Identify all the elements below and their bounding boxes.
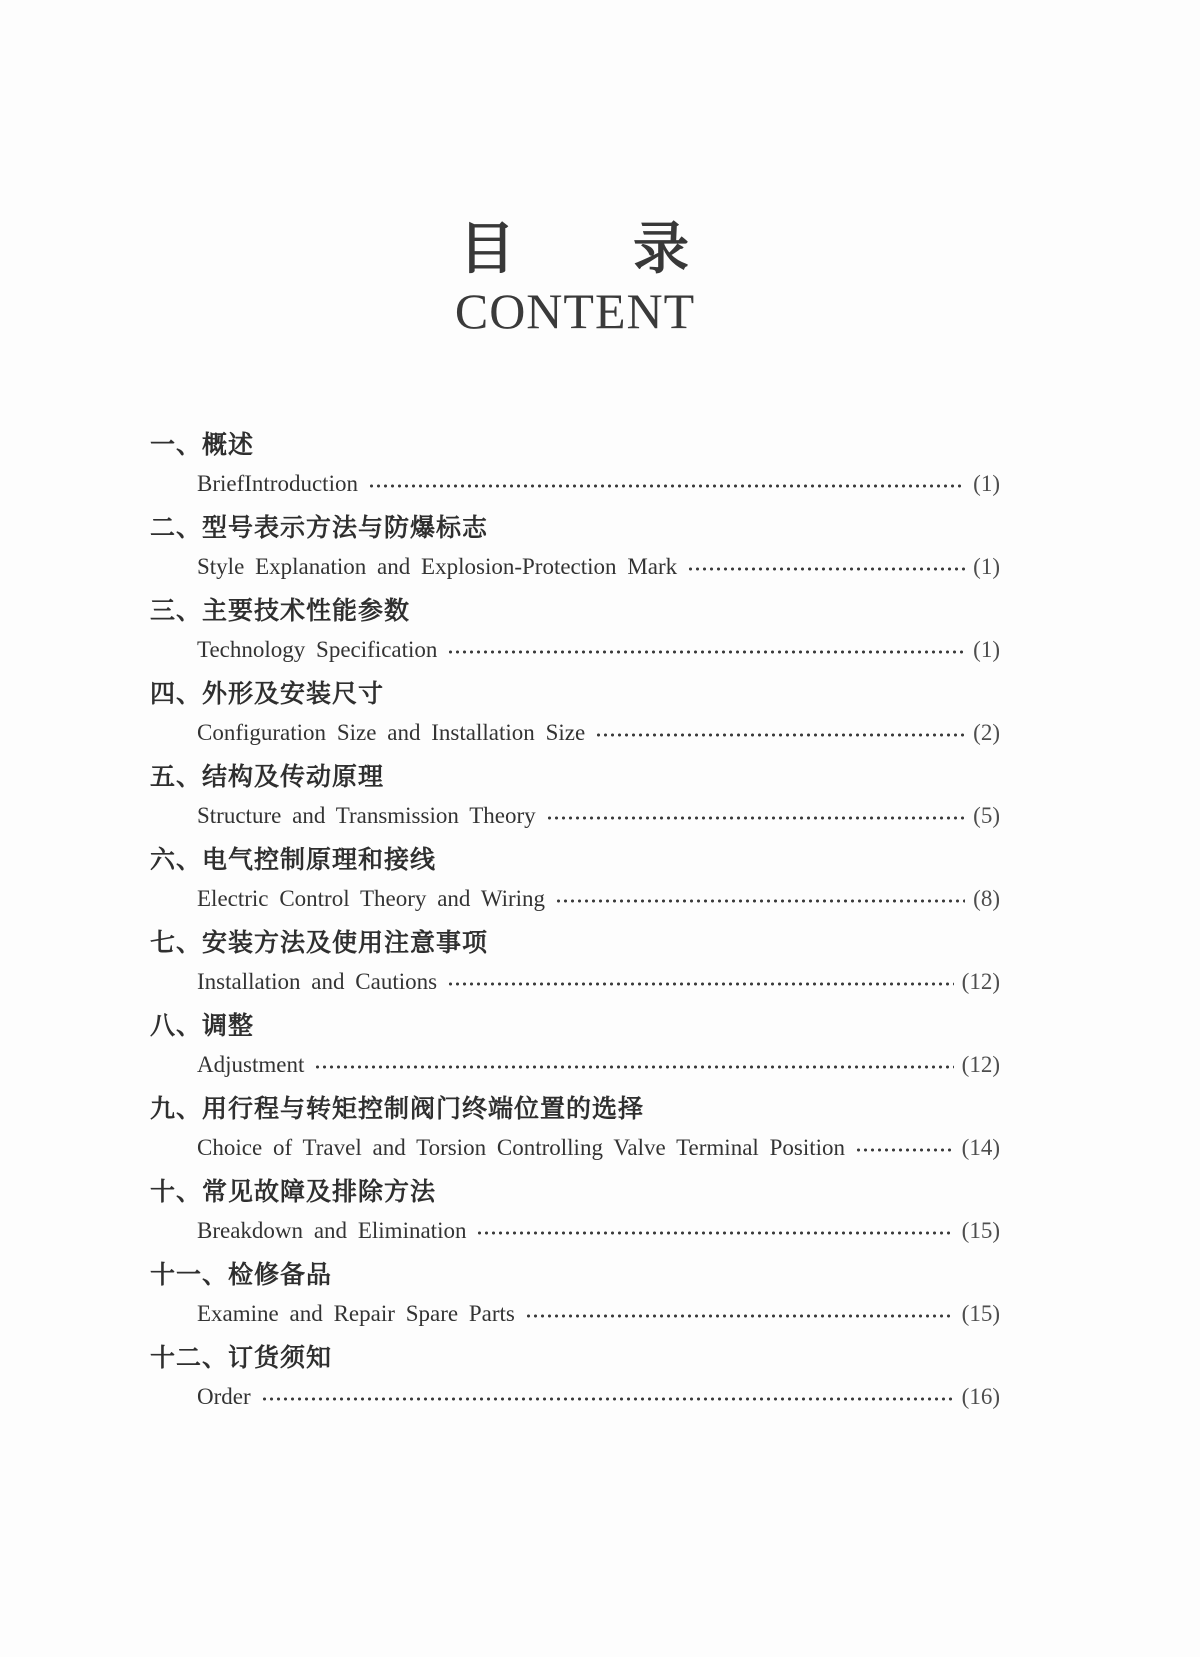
toc-entry-heading-cn: 九、用行程与转矩控制阀门终端位置的选择 (150, 1094, 645, 1123)
toc-entry-heading-cn: 七、安装方法及使用注意事项 (150, 928, 489, 957)
toc-entry-title-en: Choice of Travel and Torsion Controlling Valve Terminal Position (197, 1135, 846, 1160)
toc-entry (150, 505, 1000, 588)
dot-leader (476, 1231, 953, 1235)
toc-entry-title-en: Configuration Size and Installation Size (197, 720, 586, 745)
toc-entry-heading-line (150, 1003, 1000, 1044)
toc-entry-title-en: Examine and Repair Spare Parts (197, 1301, 515, 1326)
title-english: CONTENT (454, 283, 696, 339)
dot-leader (525, 1314, 954, 1318)
toc-entry-title-en: Electric Control Theory and Wiring (197, 886, 546, 911)
toc-entry-page-number: (16) (961, 1384, 1000, 1409)
toc-entry-subtitle-line (150, 546, 1000, 588)
dot-leader (447, 650, 965, 654)
toc-entry-heading-line (150, 1169, 1000, 1210)
toc-list (150, 422, 1000, 1418)
toc-entry-heading-cn: 十、常见故障及排除方法 (150, 1177, 437, 1206)
dot-leader (546, 816, 966, 820)
toc-entry (150, 1086, 1000, 1169)
toc-entry-heading-line (150, 505, 1000, 546)
toc-entry-heading-line (150, 837, 1000, 878)
toc-entry (150, 1335, 1000, 1418)
toc-entry-subtitle-line (150, 629, 1000, 671)
toc-entry-title-en: Adjustment (197, 1052, 305, 1077)
toc-entry-title-en: Installation and Cautions (197, 969, 438, 994)
title-chinese: 目 录 (459, 219, 691, 281)
toc-entry-heading-cn: 十二、订货须知 (150, 1343, 333, 1372)
toc-entry-subtitle-line (150, 961, 1000, 1003)
toc-entry (150, 1003, 1000, 1086)
toc-entry-subtitle-line (150, 1127, 1000, 1169)
toc-entry-page-number: (12) (961, 1052, 1000, 1077)
toc-entry-heading-cn: 五、结构及传动原理 (150, 762, 385, 791)
toc-entry-title-en: Technology Specification (197, 637, 438, 662)
toc-entry-heading-cn: 二、型号表示方法与防爆标志 (150, 513, 489, 542)
toc-entry-title-en: Style Explanation and Explosion-Protection Mark (197, 554, 678, 579)
toc-entry-heading-cn: 一、概述 (150, 430, 255, 459)
dot-leader (447, 982, 954, 986)
toc-entry-page-number: (12) (961, 969, 1000, 994)
toc-entry (150, 920, 1000, 1003)
toc-entry (150, 837, 1000, 920)
dot-leader (855, 1148, 954, 1152)
toc-entry-heading-cn: 十一、检修备品 (150, 1260, 333, 1289)
toc-entry-heading-line (150, 1086, 1000, 1127)
dot-leader (314, 1065, 953, 1069)
toc-entry-page-number: (1) (973, 637, 1000, 662)
toc-entry-heading-line (150, 1335, 1000, 1376)
toc-entry-heading-line (150, 422, 1000, 463)
toc-entry-subtitle-line (150, 463, 1000, 505)
toc-entry-page-number: (8) (973, 886, 1000, 911)
toc-entry-subtitle-line (150, 1210, 1000, 1252)
dot-leader (368, 484, 965, 488)
toc-entry-heading-line (150, 1252, 1000, 1293)
dot-leader (555, 899, 965, 903)
toc-entry (150, 671, 1000, 754)
document-header (150, 0, 1000, 339)
toc-entry-subtitle-line (150, 795, 1000, 837)
toc-entry-heading-cn: 八、调整 (150, 1011, 255, 1040)
toc-entry-heading-line (150, 588, 1000, 629)
toc-entry-page-number: (15) (961, 1218, 1000, 1243)
toc-entry-page-number: (1) (973, 554, 1000, 579)
toc-entry-page-number: (15) (961, 1301, 1000, 1326)
toc-entry-title-en: BriefIntroduction (197, 471, 358, 496)
toc-entry-subtitle-line (150, 1044, 1000, 1086)
toc-entry-heading-cn: 三、主要技术性能参数 (150, 596, 411, 625)
toc-entry-page-number: (14) (961, 1135, 1000, 1160)
toc-entry-page-number: (5) (973, 803, 1000, 828)
toc-entry-title-en: Order (197, 1384, 251, 1409)
toc-entry-heading-line (150, 671, 1000, 712)
toc-entry-page-number: (2) (973, 720, 1000, 745)
dot-leader (261, 1397, 954, 1401)
toc-entry (150, 754, 1000, 837)
toc-entry-subtitle-line (150, 1376, 1000, 1418)
toc-entry-heading-line (150, 754, 1000, 795)
dot-leader (595, 733, 965, 737)
toc-entry (150, 1252, 1000, 1335)
dot-leader (687, 567, 965, 571)
toc-entry (150, 588, 1000, 671)
toc-entry-subtitle-line (150, 712, 1000, 754)
toc-entry-subtitle-line (150, 1293, 1000, 1335)
toc-entry-subtitle-line (150, 878, 1000, 920)
toc-entry-page-number: (1) (973, 471, 1000, 496)
toc-entry-title-en: Breakdown and Elimination (197, 1218, 467, 1243)
toc-entry (150, 422, 1000, 505)
toc-entry-heading-cn: 四、外形及安装尺寸 (150, 679, 385, 708)
toc-entry-title-en: Structure and Transmission Theory (197, 803, 536, 828)
toc-entry (150, 1169, 1000, 1252)
toc-entry-heading-cn: 六、电气控制原理和接线 (150, 845, 437, 874)
toc-entry-heading-line (150, 920, 1000, 961)
